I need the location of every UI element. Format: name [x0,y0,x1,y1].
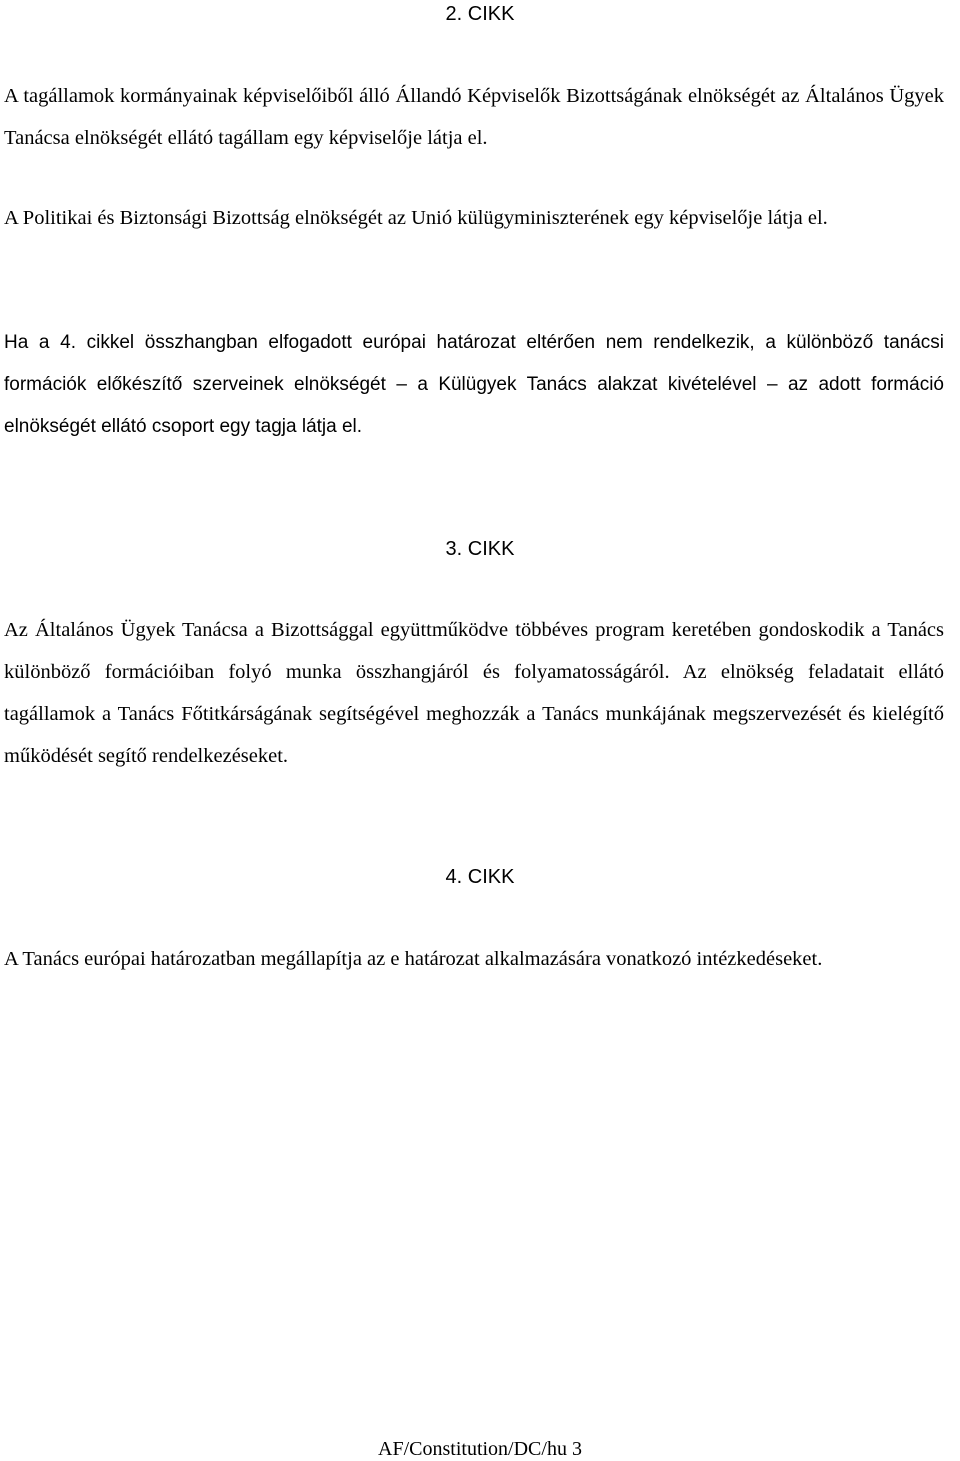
article-3-paragraph-1: Az Általános Ügyek Tanácsa a Bizottsággal együttműködve többéves program keretében gondoskodik a Tanács különböző formációiban folyó munka összhangjáról és folyamatosságáról. Az elnökség feladatait ellátó tagállamok a Tanács Főtitkárságának segítségével meghozzák a Tanács munkájának megszervezését és kielégítő működését segítő rendelkezéseket. [4,619,944,767]
article-3-heading: 3. CIKK [445,538,515,560]
article-2-paragraph-1: A tagállamok kormányainak képviselőiből álló Állandó Képviselők Bizottságának elnökségét az Általános Ügyek Tanácsa elnökségét ellátó tagállam egy képviselője látja el. [4,85,944,149]
article-2-paragraph-3: Ha a 4. cikkel összhangban elfogadott európai határozat eltérően nem rendelkezik, a különböző tanácsi formációk előkészítő szerveinek elnökségét – a Külügyek Tanács alakzat kivételével – az adott formáció elnökségét ellátó csoport egy tagja látja el. [4,332,944,437]
page-footer: AF/Constitution/DC/hu 3 [378,1438,582,1460]
article-4-heading: 4. CIKK [445,866,515,888]
article-4-paragraph-1: A Tanács európai határozatban megállapítja az e határozat alkalmazására vonatkozó intézkedéseket. [4,948,823,970]
article-2-heading: 2. CIKK [445,3,515,25]
article-2-paragraph-2: A Politikai és Biztonsági Bizottság elnökségét az Unió külügyminiszterének egy képviselője látja el. [4,207,828,229]
